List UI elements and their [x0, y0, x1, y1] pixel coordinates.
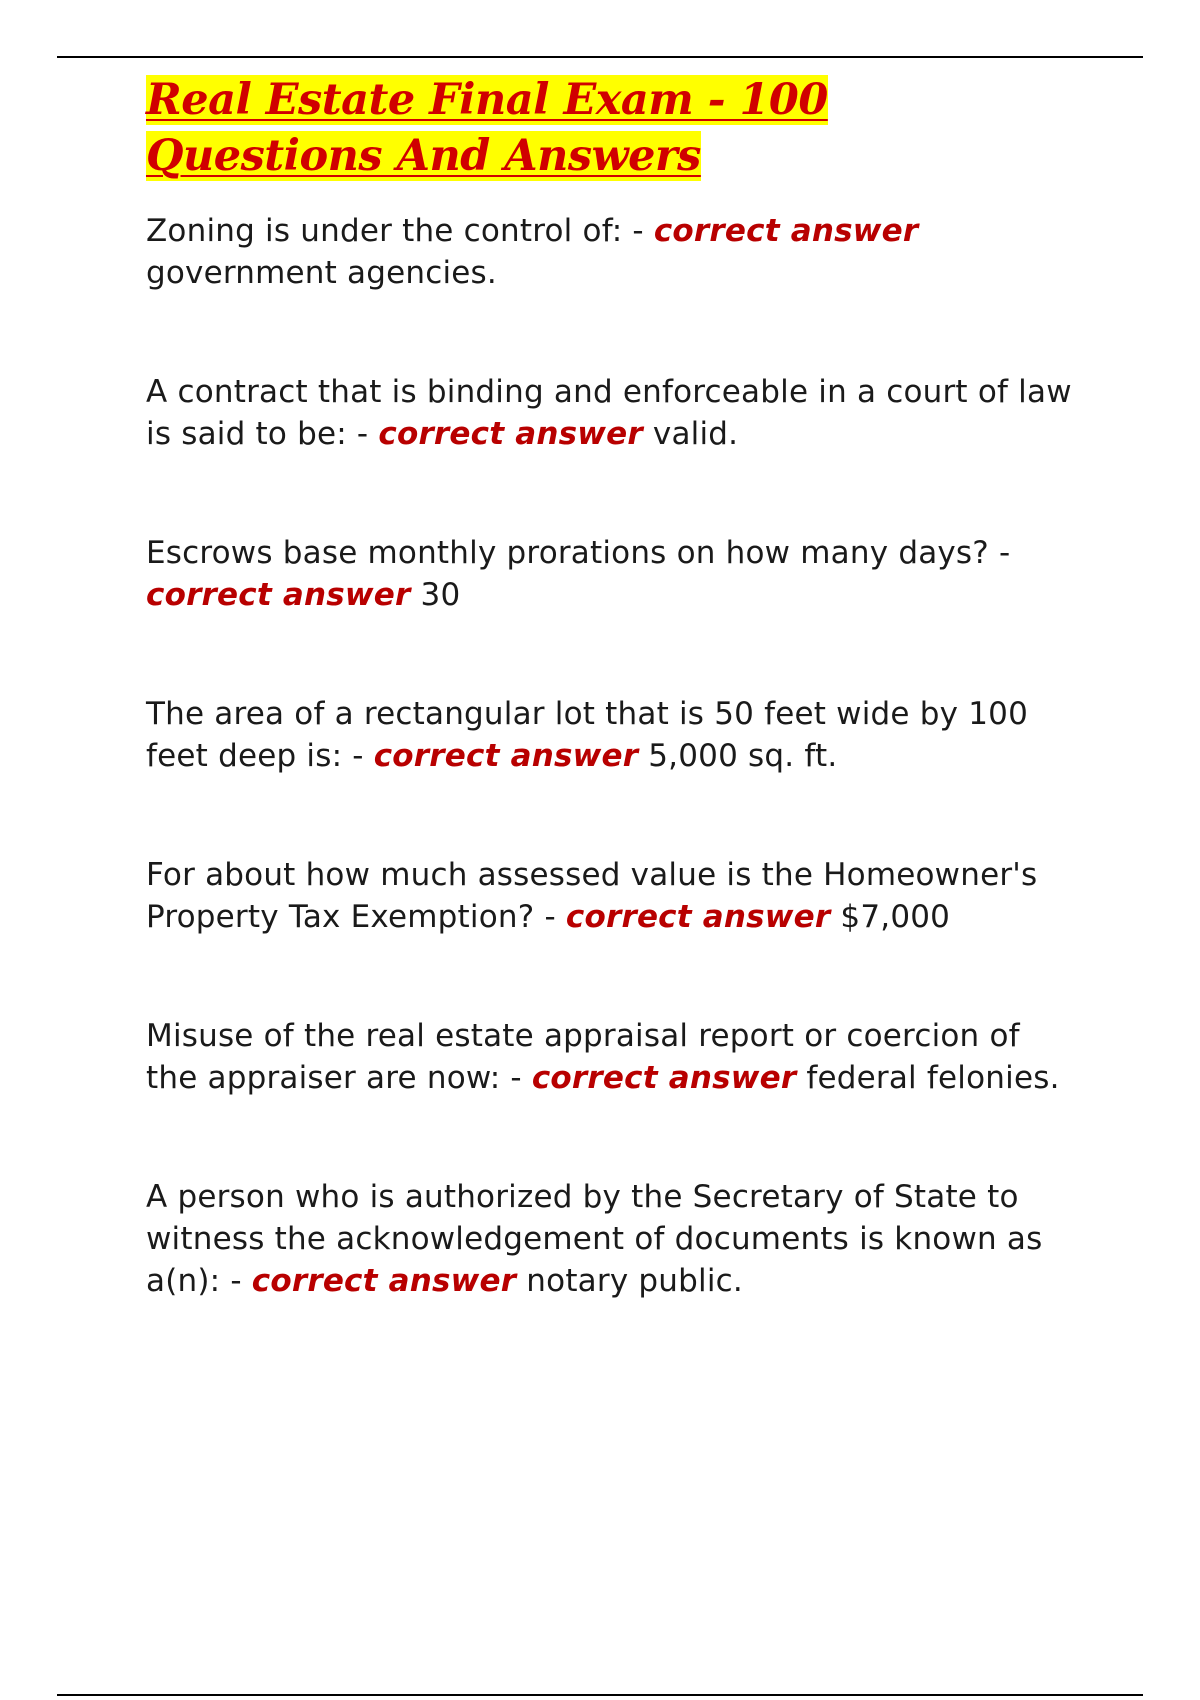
footer-rule: [57, 1694, 1143, 1696]
qa-item-1: [146, 210, 1076, 294]
qa-item-2: [146, 371, 1076, 455]
answer-label: correct answer: [146, 577, 411, 613]
answer-text: government agencies.: [146, 255, 497, 291]
document-body: [146, 72, 1076, 1379]
qa-item-4: [146, 693, 1076, 777]
question-text: A contract that is binding and enforceable in a court of law is said to be: -: [146, 374, 1072, 452]
answer-text: notary public.: [516, 1263, 743, 1299]
document-title: [146, 72, 1076, 184]
qa-item-6: [146, 1015, 1076, 1099]
answer-label: correct answer: [531, 1060, 797, 1096]
document-title-text: Real Estate Final Exam - 100 Questions And Answers: [146, 75, 828, 181]
answer-text: 30: [410, 577, 461, 613]
question-text: The area of a rectangular lot that is 50 feet wide by 100 feet deep is: -: [146, 696, 1028, 774]
answer-label: correct answer: [373, 738, 639, 774]
question-text: For about how much assessed value is the Homeowner's Property Tax Exemption? -: [146, 857, 1038, 935]
answer-label: correct answer: [251, 1263, 517, 1299]
question-text: Misuse of the real estate appraisal report or coercion of the appraiser are now: -: [146, 1018, 1020, 1096]
answer-label: correct answer: [653, 213, 919, 249]
answer-text: valid.: [642, 416, 739, 452]
answer-label: correct answer: [378, 416, 643, 452]
question-text: Zoning is under the control of: -: [146, 213, 654, 249]
qa-item-3: [146, 532, 1076, 616]
answer-text: federal felonies.: [796, 1060, 1060, 1096]
header-rule: [57, 56, 1143, 58]
question-text: Escrows base monthly prorations on how many days? -: [146, 535, 1011, 571]
qa-item-5: [146, 854, 1076, 938]
question-text: A person who is authorized by the Secretary of State to witness the acknowledgement of documents is known as a(n): -: [146, 1179, 1043, 1299]
qa-item-7: [146, 1176, 1076, 1302]
answer-text: 5,000 sq. ft.: [638, 738, 838, 774]
answer-label: correct answer: [565, 899, 831, 935]
answer-text: $7,000: [830, 899, 951, 935]
